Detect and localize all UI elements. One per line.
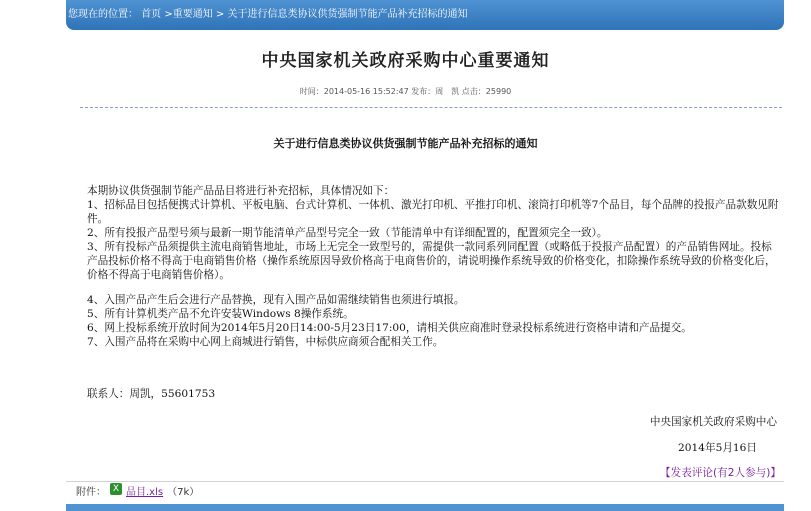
breadcrumb-current-link[interactable]: 关于进行信息类协议供货强制节能产品补充招标的通知: [227, 9, 468, 20]
breadcrumb-separator: >: [161, 9, 173, 20]
attachment-size: （7k）: [167, 487, 200, 498]
footer-bar: [66, 504, 784, 511]
notice-item: 1、招标品目包括便携式计算机、平板电脑、台式计算机、一体机、激光打印机、平推打印机、滚筒打印机等7个品目，每个品牌的投报产品款数见附件。: [87, 199, 779, 225]
breadcrumb-separator: >: [212, 9, 228, 20]
signature-organization: 中央国家机关政府采购中心: [649, 416, 777, 428]
divider: [80, 107, 782, 108]
attachment-link[interactable]: 品目.xls: [126, 487, 164, 498]
notice-body: [87, 184, 782, 349]
article-meta: 时间：2014-05-16 15:52:47 发布：周 凯 点击：25990: [299, 87, 512, 96]
breadcrumb-label: 您现在的位置：: [68, 9, 138, 20]
notice-item: 4、入围产品产生后会进行产品替换，现有入围产品如需继续销售也须进行填报。: [87, 294, 465, 306]
attachment-row: [76, 483, 199, 498]
notice-item: 5、所有计算机类产品不允许安装Windows 8操作系统。: [87, 308, 354, 320]
divider: [66, 481, 784, 482]
attachment-label: 附件：: [76, 487, 106, 498]
notice-item: 7、入围产品将在采购中心网上商城进行销售，中标供应商须合配相关工作。: [87, 336, 444, 348]
notice-intro: 本期协议供货强制节能产品品目将进行补充招标，具体情况如下：: [87, 185, 395, 197]
post-comment-link[interactable]: 【发表评论(有2人参与)】: [660, 467, 781, 479]
breadcrumb-section-link[interactable]: 重要通知: [172, 9, 213, 20]
notice-item: 2、所有投报产品型号须与最新一期节能清单产品型号完全一致（节能清单中有详细配置的，配置须完全一致）。: [87, 227, 608, 239]
page-title: 中央国家机关政府采购中心重要通知: [261, 51, 550, 71]
notice-item: 6、网上投标系统开放时间为2014年5月20日14:00-5月23日17:00，请相关供应商准时登录投标系统进行资格申请和产品提交。: [87, 322, 692, 334]
signature-date: 2014年5月16日: [678, 442, 757, 454]
excel-file-icon: X: [110, 483, 122, 495]
notice-item: 3、所有投标产品须提供主流电商销售地址，市场上无完全一致型号的，需提供一款同系列同配置（或略低于投报产品配置）的产品销售网址。投标产品投标价格不得高于电商销售价格（操作系统原因导致价格高于电商售价的，请说明操作系统导致的价格变化，扣除操作系统导致的价格变化后，价格不得高于电商销售价格）。: [87, 241, 776, 281]
breadcrumb-bar: [66, 0, 784, 30]
contact-person: 联系人：周凯，55601753: [87, 388, 216, 400]
breadcrumb-home-link[interactable]: 首页: [141, 9, 162, 20]
notice-title: 关于进行信息类协议供货强制节能产品补充招标的通知: [273, 137, 538, 150]
